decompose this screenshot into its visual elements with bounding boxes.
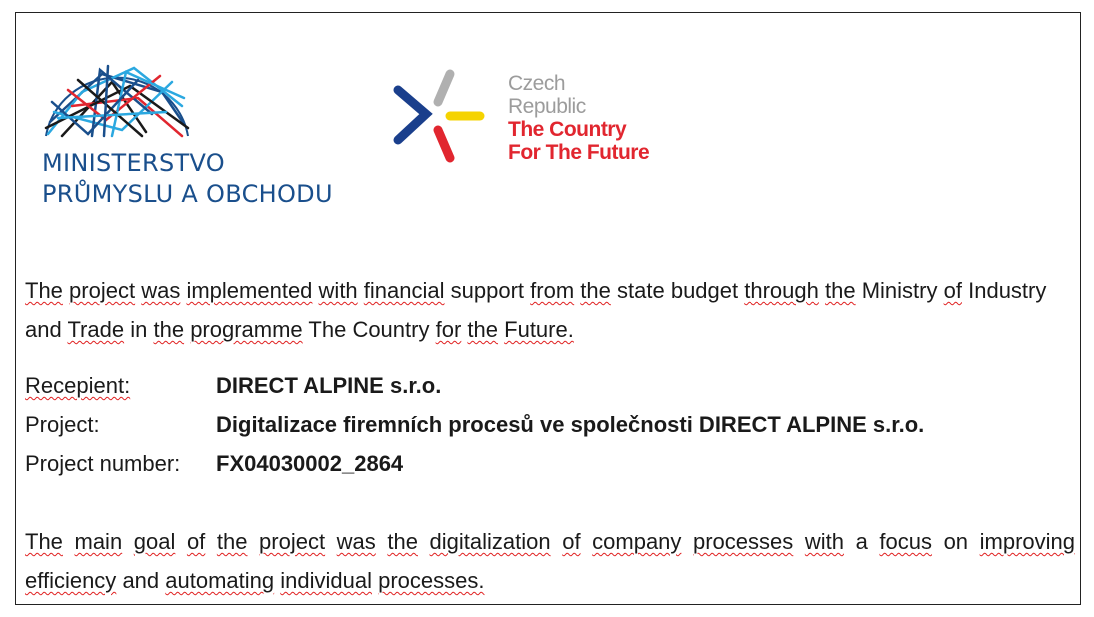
intro-word: programme bbox=[190, 317, 303, 342]
intro-word: financial bbox=[363, 278, 445, 303]
goal-word: with bbox=[804, 529, 844, 554]
intro-word: The bbox=[25, 278, 63, 303]
intro-word: Ministry bbox=[861, 278, 938, 303]
goal-word: processes bbox=[693, 529, 794, 554]
goal-word: efficiency bbox=[25, 568, 117, 593]
goal-word: the bbox=[387, 529, 418, 554]
goal-word: goal bbox=[133, 529, 176, 554]
czech-line3: The Country bbox=[508, 118, 627, 141]
recipient-label: Recepient: bbox=[25, 373, 131, 398]
intro-word: project bbox=[69, 278, 136, 303]
ministry-logo bbox=[42, 62, 362, 212]
project-label: Project: bbox=[25, 412, 100, 437]
goal-line1 bbox=[25, 522, 1075, 561]
globe-network-icon bbox=[42, 62, 192, 142]
intro-word: the bbox=[467, 317, 499, 342]
goal-word: project bbox=[259, 529, 326, 554]
recipient-value: DIRECT ALPINE s.r.o. bbox=[216, 373, 442, 398]
goal-line2 bbox=[25, 561, 1075, 600]
goal-word: focus bbox=[879, 529, 932, 554]
ministry-name-line1: MINISTERSTVO bbox=[42, 149, 225, 177]
project-value: Digitalizace firemních procesů ve společnosti DIRECT ALPINE s.r.o. bbox=[216, 412, 925, 437]
czech-line2: Republic bbox=[508, 95, 586, 118]
intro-word: from bbox=[530, 278, 575, 303]
goal-word: digitalization bbox=[429, 529, 551, 554]
intro-word: Industry bbox=[968, 278, 1047, 303]
goal-word: of bbox=[186, 529, 206, 554]
goal-word: main bbox=[74, 529, 123, 554]
czech-republic-mark-icon bbox=[392, 68, 492, 168]
goal-word: on bbox=[943, 529, 969, 554]
ministry-name bbox=[42, 148, 333, 210]
goal-word: improving bbox=[979, 529, 1075, 554]
intro-word: in bbox=[130, 317, 148, 342]
intro-word: through bbox=[744, 278, 819, 303]
goal-word: automating bbox=[165, 568, 275, 593]
intro-paragraph bbox=[25, 271, 1075, 349]
intro-word: and bbox=[25, 317, 62, 342]
goal-word: company bbox=[592, 529, 682, 554]
czech-line1: Czech bbox=[508, 72, 566, 95]
goal-word: of bbox=[562, 529, 581, 554]
intro-word: Trade bbox=[67, 317, 125, 342]
czech-republic-logo bbox=[392, 68, 672, 168]
ministry-name-line2: PRŮMYSLU A OBCHODU bbox=[42, 180, 333, 208]
project-number-label: Project number: bbox=[25, 451, 181, 476]
intro-word: for bbox=[435, 317, 462, 342]
intro-word: was bbox=[141, 278, 181, 303]
intro-word: implemented bbox=[186, 278, 313, 303]
project-number-value: FX04030002_2864 bbox=[216, 451, 404, 476]
czech-republic-text bbox=[508, 72, 649, 164]
goal-word: a bbox=[855, 529, 868, 554]
intro-word: the bbox=[825, 278, 856, 303]
intro-word: The bbox=[308, 317, 347, 342]
intro-word: budget bbox=[670, 278, 739, 303]
goal-word: and bbox=[122, 568, 160, 593]
intro-word: state bbox=[617, 278, 665, 303]
goal-word: processes. bbox=[378, 568, 485, 593]
goal-paragraph bbox=[25, 522, 1075, 600]
intro-word: the bbox=[153, 317, 185, 342]
intro-word: support bbox=[450, 278, 525, 303]
goal-word: the bbox=[216, 529, 248, 554]
goal-word: individual bbox=[280, 568, 372, 593]
intro-word: the bbox=[580, 278, 611, 303]
intro-word: Future. bbox=[504, 317, 574, 342]
czech-line4: For The Future bbox=[508, 141, 650, 164]
intro-word: of bbox=[943, 278, 962, 303]
intro-word: Country bbox=[352, 317, 430, 342]
goal-word: was bbox=[336, 529, 376, 554]
goal-word: The bbox=[25, 529, 63, 554]
intro-word: with bbox=[318, 278, 358, 303]
